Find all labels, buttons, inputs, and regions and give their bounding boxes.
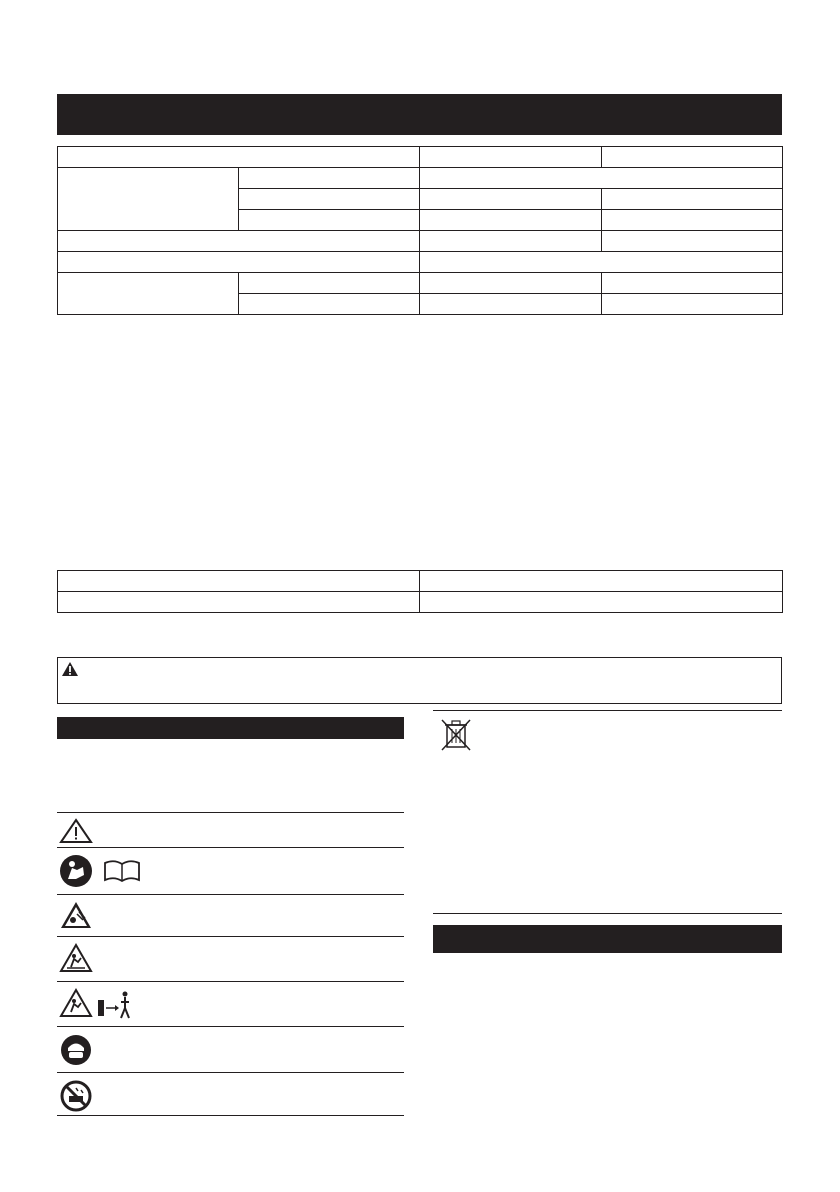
symbol-row <box>57 981 404 1026</box>
table-row <box>58 252 783 273</box>
section-bar <box>433 925 782 953</box>
table-cell <box>58 571 420 592</box>
thrown-objects-icon <box>59 943 93 973</box>
specifications-header-bar <box>57 94 782 135</box>
table-cell <box>420 273 602 294</box>
table-cell <box>602 231 783 252</box>
table-cell <box>420 252 783 273</box>
table-cell <box>58 592 420 613</box>
table-cell <box>239 189 420 210</box>
table-cell <box>239 273 420 294</box>
specification-table <box>57 146 783 315</box>
table-cell <box>58 168 239 231</box>
table-cell <box>420 168 783 189</box>
table-row <box>58 147 783 168</box>
symbol-row <box>57 1026 404 1072</box>
table-cell <box>420 147 602 168</box>
warning-box <box>57 657 782 704</box>
symbol-row <box>57 847 404 894</box>
table-cell <box>58 273 239 315</box>
symbol-row <box>57 1072 404 1116</box>
protective-gear-icon <box>59 1033 93 1067</box>
table-cell <box>602 210 783 231</box>
symbol-row <box>57 894 404 936</box>
power-source-table <box>57 570 783 613</box>
table-cell <box>420 571 783 592</box>
table-cell <box>58 252 420 273</box>
table-row <box>58 168 783 189</box>
table-cell <box>420 231 602 252</box>
table-cell <box>602 273 783 294</box>
table-cell <box>420 210 602 231</box>
table-cell <box>58 147 420 168</box>
table-cell <box>239 294 420 315</box>
table-row <box>58 273 783 294</box>
table-row <box>58 592 783 613</box>
crossed-bin-icon <box>436 716 476 754</box>
table-row <box>58 231 783 252</box>
table-cell <box>602 147 783 168</box>
table-cell <box>602 189 783 210</box>
table-cell <box>420 592 783 613</box>
warning-triangle-icon <box>59 818 93 844</box>
read-manual-icon <box>59 853 149 889</box>
table-row <box>58 571 783 592</box>
divider <box>433 710 782 711</box>
symbol-row <box>57 812 404 847</box>
table-cell <box>420 294 602 315</box>
table-cell <box>58 231 420 252</box>
flying-debris-icon <box>59 900 93 930</box>
table-cell <box>602 294 783 315</box>
no-wet-conditions-icon <box>59 1079 93 1113</box>
divider <box>433 913 782 914</box>
symbols-section-bar <box>57 717 404 739</box>
symbol-row <box>57 936 404 981</box>
keep-distance-icon <box>59 988 149 1022</box>
warning-icon <box>61 661 79 677</box>
table-cell <box>420 189 602 210</box>
table-cell <box>239 210 420 231</box>
table-cell <box>239 168 420 189</box>
